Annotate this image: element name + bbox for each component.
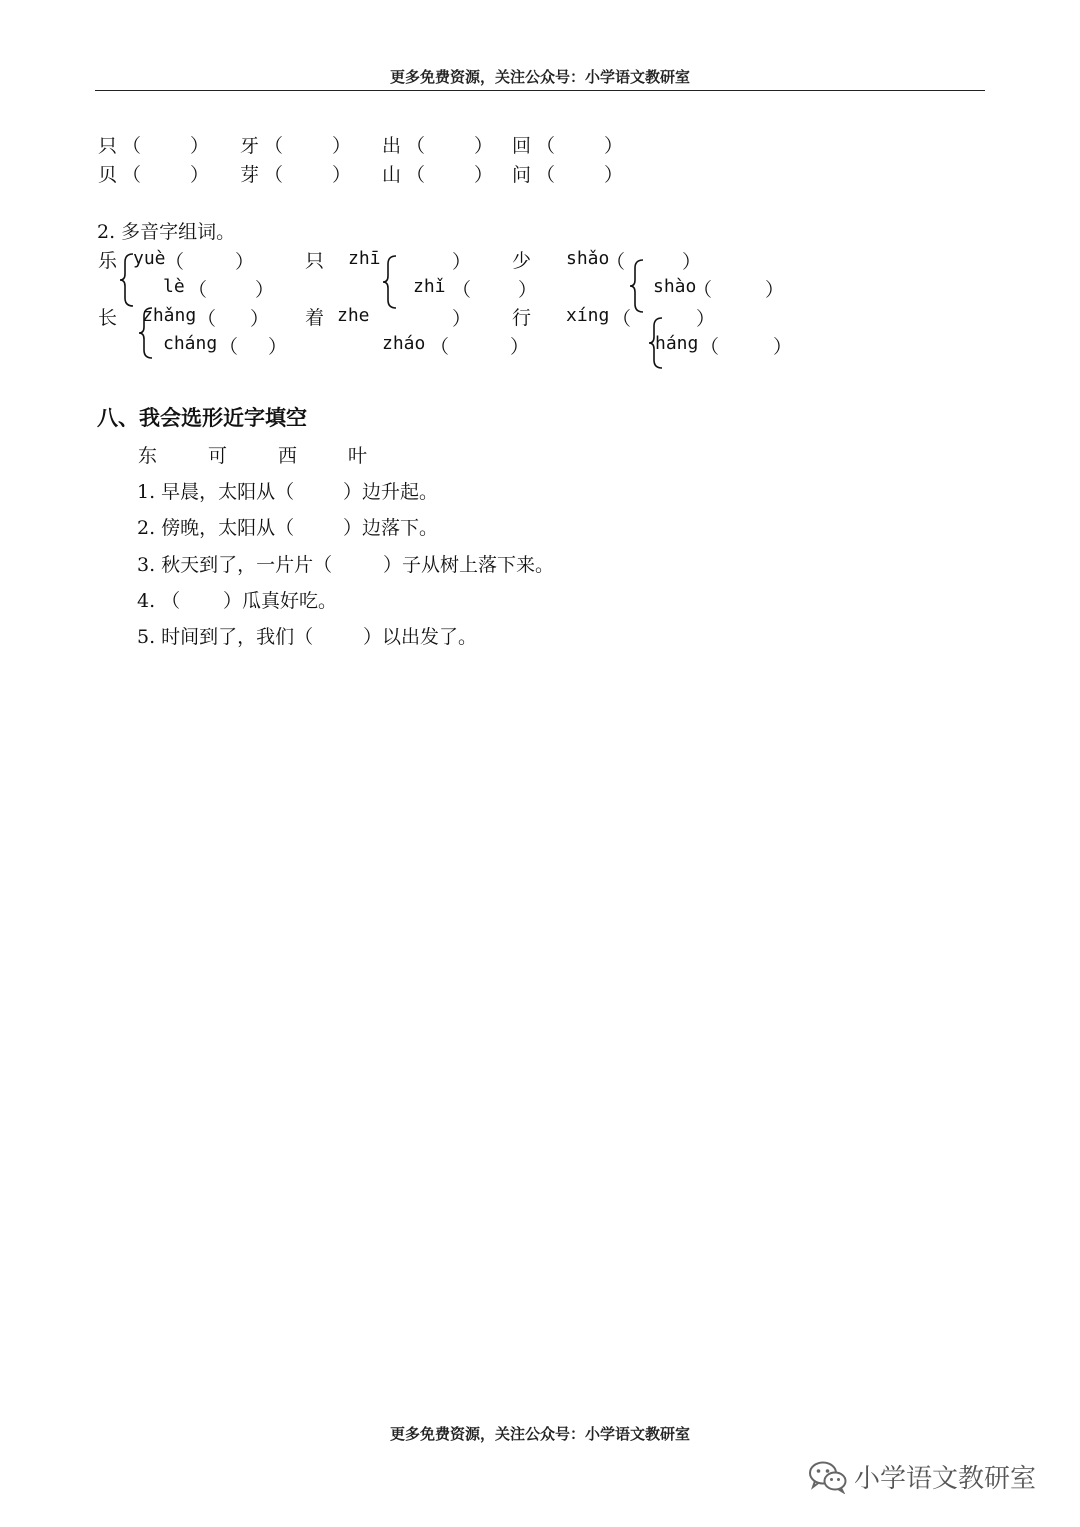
fill-item-suffix: ）以出发了。 [363, 626, 478, 648]
blank-open: （ [406, 164, 426, 186]
fill-item-prefix: 4. （ [137, 590, 181, 612]
fill-item-suffix: ）边落下。 [343, 517, 439, 539]
fill-item-prefix: 1. 早晨，太阳从（ [137, 481, 295, 503]
polyphone-char: 着 [305, 307, 325, 329]
blank-close: ） [604, 135, 624, 157]
pinyin-reading: zhī [348, 248, 381, 269]
blank-open: （ [606, 251, 626, 273]
blank-close: ） [452, 308, 472, 330]
blank-close: ） [452, 251, 472, 273]
pinyin-reading: yuè [133, 248, 166, 269]
blank-open: （ [122, 135, 142, 157]
blank-open: （ [197, 308, 217, 330]
fill-item-suffix: ）子从树上落下来。 [383, 554, 555, 576]
wechat-icon [808, 1460, 848, 1494]
choice-char: 叶 [348, 445, 368, 467]
section-2-title: 2. 多音字组词。 [97, 221, 236, 243]
blank-open: （ [536, 135, 556, 157]
page-footer: 更多免费资源，关注公众号：小学语文教研室 [389, 1425, 690, 1443]
pinyin-reading: zhe [337, 305, 370, 326]
pinyin-reading: cháng [163, 333, 218, 354]
blank-close: ） [332, 164, 352, 186]
pinyin-reading: háng [655, 333, 699, 354]
blank-close: ） [474, 164, 494, 186]
blank-close: ） [773, 336, 793, 358]
blank-open: （ [122, 164, 142, 186]
compare-char: 出 [382, 135, 402, 157]
blank-open: （ [264, 135, 284, 157]
pinyin-reading: zháo [382, 333, 426, 354]
page-header: 更多免费资源，关注公众号：小学语文教研室 [389, 68, 690, 86]
pinyin-reading: xíng [566, 305, 610, 326]
header-divider [95, 90, 985, 91]
pinyin-reading: shào [653, 276, 697, 297]
fill-item-prefix: 3. 秋天到了，一片片（ [137, 554, 333, 576]
compare-char: 贝 [98, 164, 118, 186]
compare-char: 芽 [240, 164, 260, 186]
watermark [808, 1458, 1036, 1495]
choice-char: 可 [208, 445, 228, 467]
blank-open: （ [264, 164, 284, 186]
brace-icon [629, 258, 645, 314]
compare-char: 问 [512, 164, 532, 186]
fill-item-prefix: 2. 傍晚，太阳从（ [137, 517, 295, 539]
pinyin-reading: shǎo [566, 248, 610, 269]
blank-open: （ [165, 251, 185, 273]
polyphone-char: 乐 [98, 250, 118, 272]
pinyin-reading: zhǐ [413, 276, 446, 297]
blank-close: ） [235, 251, 255, 273]
choice-char: 东 [138, 445, 158, 467]
polyphone-char: 只 [305, 250, 325, 272]
blank-close: ） [332, 135, 352, 157]
blank-open: （ [406, 135, 426, 157]
fill-item-suffix: ）瓜真好吃。 [223, 590, 338, 612]
polyphone-char: 行 [512, 307, 532, 329]
blank-close: ） [682, 251, 702, 273]
blank-open: （ [188, 279, 208, 301]
section-8-heading: 八、我会选形近字填空 [97, 406, 307, 430]
polyphone-char: 少 [512, 250, 532, 272]
brace-icon [382, 254, 398, 310]
blank-close: ） [510, 336, 530, 358]
pinyin-reading: lè [163, 276, 185, 297]
watermark-text: 小学语文教研室 [854, 1464, 1037, 1494]
compare-char: 只 [98, 135, 118, 157]
blank-close: ） [190, 164, 210, 186]
choice-char: 西 [278, 445, 298, 467]
blank-close: ） [765, 279, 785, 301]
blank-open: （ [452, 279, 472, 301]
blank-close: ） [518, 279, 538, 301]
compare-char: 回 [512, 135, 532, 157]
blank-open: （ [693, 279, 713, 301]
blank-close: ） [250, 308, 270, 330]
polyphone-char: 长 [98, 307, 118, 329]
blank-close: ） [604, 164, 624, 186]
pinyin-reading: zhǎng [142, 305, 197, 326]
fill-item-prefix: 5. 时间到了，我们（ [137, 626, 314, 648]
blank-open: （ [536, 164, 556, 186]
blank-close: ） [268, 336, 288, 358]
blank-close: ） [696, 308, 716, 330]
blank-open: （ [430, 336, 450, 358]
blank-open: （ [612, 308, 632, 330]
compare-char: 山 [382, 164, 402, 186]
fill-item-suffix: ）边升起。 [343, 481, 439, 503]
blank-close: ） [474, 135, 494, 157]
blank-close: ） [255, 279, 275, 301]
compare-char: 牙 [240, 135, 260, 157]
blank-close: ） [190, 135, 210, 157]
blank-open: （ [700, 336, 720, 358]
blank-open: （ [219, 336, 239, 358]
